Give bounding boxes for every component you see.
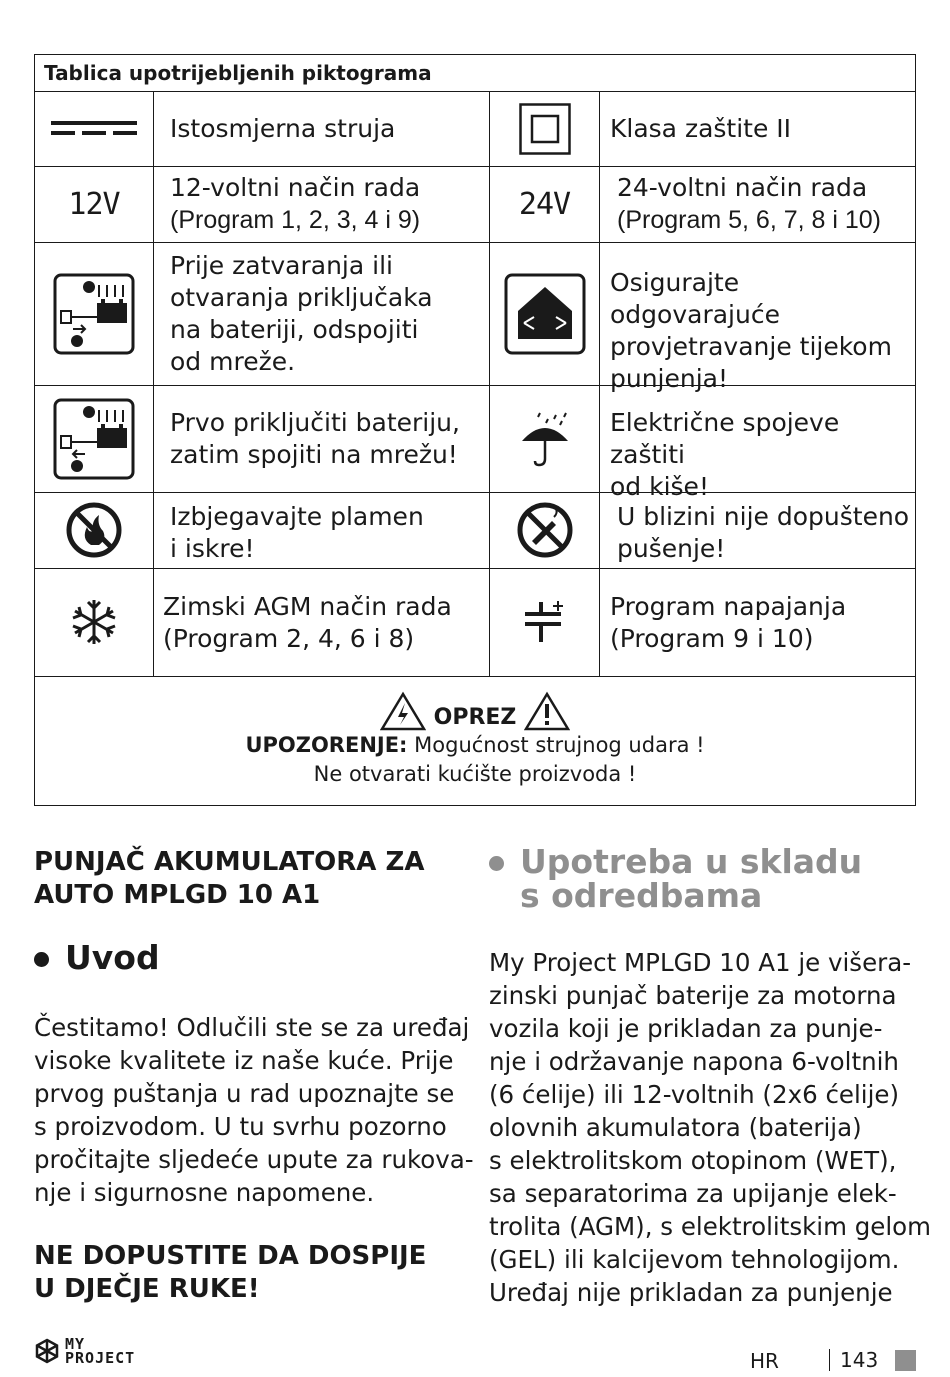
no-flame-line: i iskre! — [170, 534, 255, 563]
winter-agm-line: Zimski AGM način rada — [163, 592, 452, 621]
bullet-dot — [34, 952, 49, 967]
intro-line: Čestitamo! Odlučili ste se za uređaj — [34, 1013, 470, 1042]
12v-icon: 12V — [68, 186, 120, 222]
logo-line: MY — [65, 1335, 86, 1353]
intended-use-line: zinski punjač baterije za motorna — [489, 981, 897, 1010]
intended-use-title-text — [520, 842, 863, 915]
no-flame-text — [170, 501, 424, 565]
row-divider — [35, 242, 915, 243]
12v-mode-text — [170, 172, 420, 236]
intended-use-line: My Project MPLGD 10 A1 je višera- — [489, 948, 912, 977]
intended-use-title-line: s odredbama — [520, 876, 763, 915]
warning-line-2: Ne otvarati kućište proizvoda ! — [313, 762, 637, 786]
no-flame-icon — [35, 492, 153, 568]
warning-label: UPOZORENJE: — [245, 733, 408, 757]
disconnect-before-battery-icon — [35, 242, 153, 385]
intro-line: nje i sigurnosne napomene. — [34, 1178, 375, 1207]
protection-class-text: Klasa zaštite II — [610, 114, 792, 143]
intended-use-line: s elektrolitskom otopinom (WET), — [489, 1146, 897, 1175]
protection-class-2-icon — [490, 92, 599, 166]
intro-line: s proizvodom. U tu svrhu pozorno — [34, 1112, 447, 1141]
supply-battery-icon — [490, 568, 599, 676]
intended-use-line: (6 ćelije) ili 12-voltnih (2x6 ćelije) — [489, 1080, 900, 1109]
intro-line: pročitajte sljedeće upute za rukova- — [34, 1145, 474, 1174]
no-smoking-line: pušenje! — [617, 534, 726, 563]
24v-mode-programs: (Program 5, 6, 7, 8 i 10) — [617, 206, 882, 234]
intended-use-line: nje i održavanje napona 6-voltnih — [489, 1047, 899, 1076]
snowflake-icon — [35, 568, 153, 676]
intro-line: prvog puštanja u rad upoznajte se — [34, 1079, 455, 1108]
row-divider — [35, 166, 915, 167]
row-divider — [35, 568, 915, 569]
electric-hazard-icon — [380, 691, 426, 731]
rain-text — [610, 407, 915, 503]
connect-battery-first-icon — [35, 385, 153, 492]
my-project-logo — [34, 1337, 135, 1365]
12v-mode-label: 12-voltni način rada — [170, 173, 421, 202]
ventilation-line: punjenja! — [610, 364, 729, 393]
intended-use-paragraph — [489, 946, 931, 1309]
page-number: 143 — [829, 1349, 878, 1371]
no-smoking-line: U blizini nije dopušteno — [617, 502, 910, 531]
ventilation-text — [610, 267, 915, 395]
12v-mode-programs: (Program 1, 2, 3, 4 i 9) — [170, 206, 421, 234]
24v-mode-label: 24-voltni način rada — [617, 173, 868, 202]
product-heading — [34, 846, 424, 912]
language-code: HR — [750, 1349, 779, 1373]
intended-use-line: olovnih akumulatora (baterija) — [489, 1113, 862, 1142]
rain-line: Električne spojeve zaštiti — [610, 408, 840, 469]
intended-use-line: trolita (AGM), s elektrolitskim gelom — [489, 1212, 932, 1241]
child-heading-line: NE DOPUSTITE DA DOSPIJE — [34, 1241, 427, 1271]
warning-line-1 — [35, 731, 915, 760]
ventilation-house-icon — [490, 242, 599, 385]
caution-heading — [35, 691, 915, 731]
intended-use-title — [489, 842, 863, 915]
intended-use-line: (GEL) ili kalcijevom tehnologijom. — [489, 1245, 900, 1274]
product-heading-line: PUNJAČ AKUMULATORA ZA — [34, 847, 425, 877]
umbrella-rain-icon — [490, 385, 599, 492]
no-smoking-icon — [490, 492, 599, 568]
no-smoking-text — [617, 501, 909, 565]
supply-text — [610, 591, 846, 655]
caution-label: OPREZ — [433, 704, 517, 730]
child-heading-line: U DJEČJE RUKE! — [34, 1274, 260, 1304]
intended-use-line: vozila koji je prikladan za punje- — [489, 1014, 883, 1043]
ventilation-line: provjetravanje tijekom — [610, 332, 892, 361]
warning-triangle-icon — [524, 691, 570, 731]
no-flame-line: Izbjegavajte plamen — [170, 502, 424, 531]
supply-line: (Program 9 i 10) — [610, 624, 814, 653]
intro-paragraph — [34, 1011, 474, 1209]
col-divider — [153, 92, 154, 676]
rain-line: od kiše! — [610, 472, 709, 501]
disconnect-line: otvaranja priključaka — [170, 283, 433, 312]
disconnect-line: Prije zatvaranja ili — [170, 251, 393, 280]
winter-agm-line: (Program 2, 4, 6 i 8) — [163, 624, 415, 653]
intended-use-line: sa separatorima za upijanje elek- — [489, 1179, 897, 1208]
dc-current-text: Istosmjerna struja — [170, 114, 396, 143]
24v-mode-text — [617, 172, 881, 236]
page-marker-square — [895, 1350, 916, 1371]
warning-box — [35, 677, 915, 805]
intro-title — [34, 938, 160, 977]
table-title: Tablica upotrijebljenih piktograma — [35, 55, 915, 92]
intro-title-text: Uvod — [65, 938, 160, 977]
dc-current-icon — [35, 92, 153, 166]
product-heading-line: AUTO MPLGD 10 A1 — [34, 880, 321, 910]
intended-use-title-line: Upotreba u skladu — [520, 842, 863, 881]
logo-mark-icon — [34, 1338, 60, 1364]
logo-line: PROJECT — [65, 1349, 136, 1367]
connect-line: zatim spojiti na mrežu! — [170, 440, 458, 469]
winter-agm-text — [163, 591, 452, 655]
logo-text — [65, 1337, 135, 1365]
connect-text — [170, 407, 460, 471]
supply-line: Program napajanja — [610, 592, 847, 621]
disconnect-text — [170, 250, 433, 378]
ventilation-line: Osigurajte odgovarajuće — [610, 268, 780, 329]
col-divider — [599, 92, 600, 676]
warning-text: Mogućnost strujnog udara ! — [414, 733, 705, 757]
connect-line: Prvo priključiti bateriju, — [170, 408, 460, 437]
disconnect-line: od mreže. — [170, 347, 296, 376]
disconnect-line: na bateriji, odspojiti — [170, 315, 419, 344]
pictogram-table — [34, 54, 916, 806]
bullet-dot — [489, 856, 504, 871]
24v-icon: 24V — [518, 186, 571, 222]
child-warning-heading — [34, 1240, 426, 1306]
intended-use-line: Uređaj nije prikladan za punjenje — [489, 1278, 893, 1307]
intro-line: visoke kvalitete iz naše kuće. Prije — [34, 1046, 454, 1075]
